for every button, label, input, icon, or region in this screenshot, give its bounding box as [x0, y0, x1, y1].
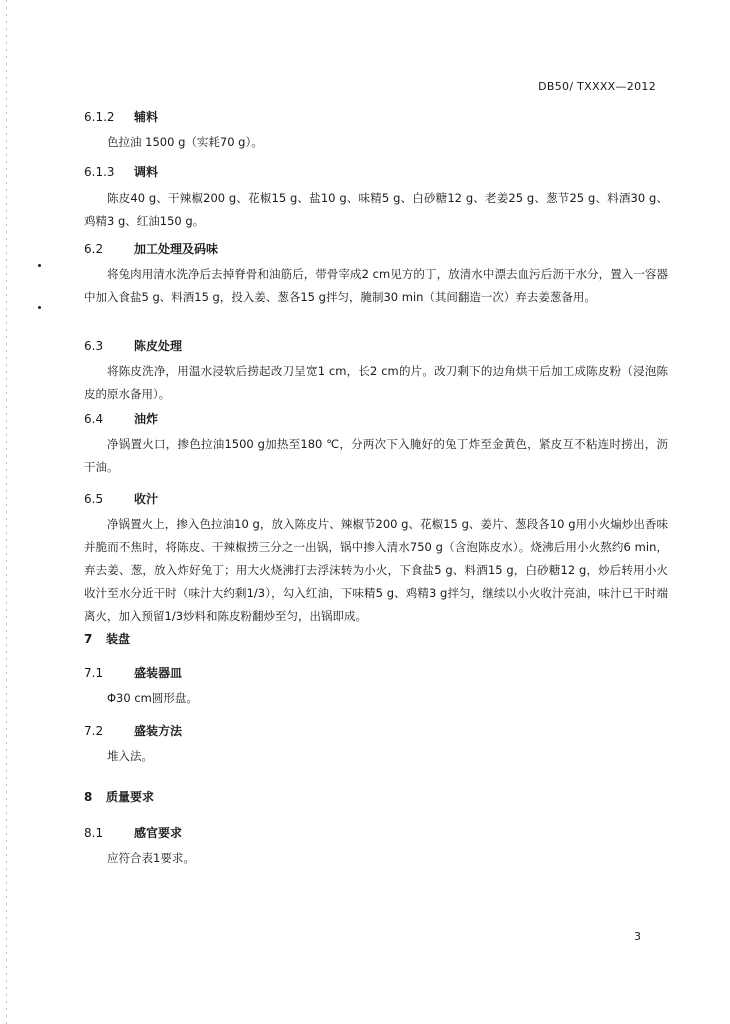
section-number: 7 [84, 632, 93, 646]
section-title: 辅料 [134, 110, 159, 124]
section-number: 6.1.2 [84, 110, 115, 124]
paragraph-plating-method: 堆入法。 [107, 749, 153, 763]
paragraph-processing: 将兔肉用清水洗净后去掉脊骨和油筋后，带骨宰成2 cm见方的丁，放清水中漂去血污后沥干水分，置入一容器中加入食盐5 g、料酒15 g，投入姜、葱各15 g拌匀，腌制30 min（其间翻造一次）弃去姜葱备用。 [84, 267, 668, 304]
section-heading-6-3 [84, 337, 182, 354]
document-code: DB50/ TXXXX—2012 [538, 80, 656, 93]
section-heading-7-2 [84, 722, 182, 739]
scan-dot [38, 264, 41, 267]
section-title: 调料 [134, 165, 159, 179]
section-title: 加工处理及码味 [134, 242, 219, 256]
scan-edge [6, 0, 7, 1024]
section-title: 盛装方法 [134, 724, 183, 738]
section-number: 8 [84, 790, 93, 804]
paragraph-peel-processing: 将陈皮洗净，用温水浸软后捞起改刀呈宽1 cm，长2 cm的片。改刀剩下的边角烘干后加工成陈皮粉（浸泡陈皮的原水备用）。 [84, 364, 668, 401]
paragraph-plate: Φ30 cm圆形盘。 [107, 691, 198, 705]
paragraph-auxiliary-materials: 色拉油 1500 g（实耗70 g）。 [107, 135, 263, 149]
section-number: 7.2 [84, 724, 104, 738]
section-number: 6.2 [84, 242, 104, 256]
section-title: 感官要求 [134, 826, 183, 840]
paragraph-sensory-requirements: 应符合表1要求。 [107, 851, 195, 865]
section-heading-6-1-3 [84, 163, 158, 180]
section-title: 装盘 [106, 632, 131, 646]
section-title: 盛装器皿 [134, 666, 183, 680]
section-number: 6.1.3 [84, 165, 115, 179]
section-title: 收汁 [134, 492, 159, 506]
paragraph-seasonings: 陈皮40 g、干辣椒200 g、花椒15 g、盐10 g、味精5 g、白砂糖12 g、老姜25 g、葱节25 g、料酒30 g、鸡精3 g、红油150 g。 [84, 191, 668, 228]
paragraph-reducing-sauce: 净锅置火上，掺入色拉油10 g，放入陈皮片、辣椒节200 g、花椒15 g、姜片、葱段各10 g用小火煸炒出香味并脆而不焦时，将陈皮、干辣椒捞三分之一出锅，锅中掺入清水750 g（含泡陈皮水）。烧沸后用小火熬约6 min，弃去姜、葱，放入炸好兔丁；用大火烧沸打去浮沫转为小火，下食盐5 g、料酒15 g，白砂糖12 g，炒后转用小火收汁至水分近干时（味汁大约剩1/3），勾入红油，下味精5 g、鸡精3 g拌匀，继续以小火收汁亮油，味汁已干时端离火，加入预留1/3炒料和陈皮粉翻炒至匀，出锅即成。 [84, 517, 668, 623]
section-heading-6-1-2 [84, 108, 158, 125]
paragraph-frying: 净锅置火口，掺色拉油1500 g加热至180 ℃，分两次下入腌好的兔丁炸至金黄色，紧皮互不粘连时捞出，沥干油。 [84, 437, 668, 474]
section-heading-8 [84, 788, 154, 805]
section-number: 6.4 [84, 412, 104, 426]
section-heading-6-5 [84, 490, 158, 507]
section-number: 7.1 [84, 666, 104, 680]
section-heading-7-1 [84, 664, 182, 681]
section-heading-7 [84, 630, 130, 647]
page-number: 3 [634, 930, 641, 943]
section-heading-6-4 [84, 410, 158, 427]
section-title: 油炸 [134, 412, 159, 426]
section-number: 8.1 [84, 826, 104, 840]
section-number: 6.3 [84, 339, 104, 353]
scan-dot [38, 306, 41, 309]
section-heading-8-1 [84, 824, 182, 841]
section-title: 陈皮处理 [134, 339, 183, 353]
section-heading-6-2 [84, 240, 218, 257]
section-number: 6.5 [84, 492, 104, 506]
section-title: 质量要求 [106, 790, 155, 804]
